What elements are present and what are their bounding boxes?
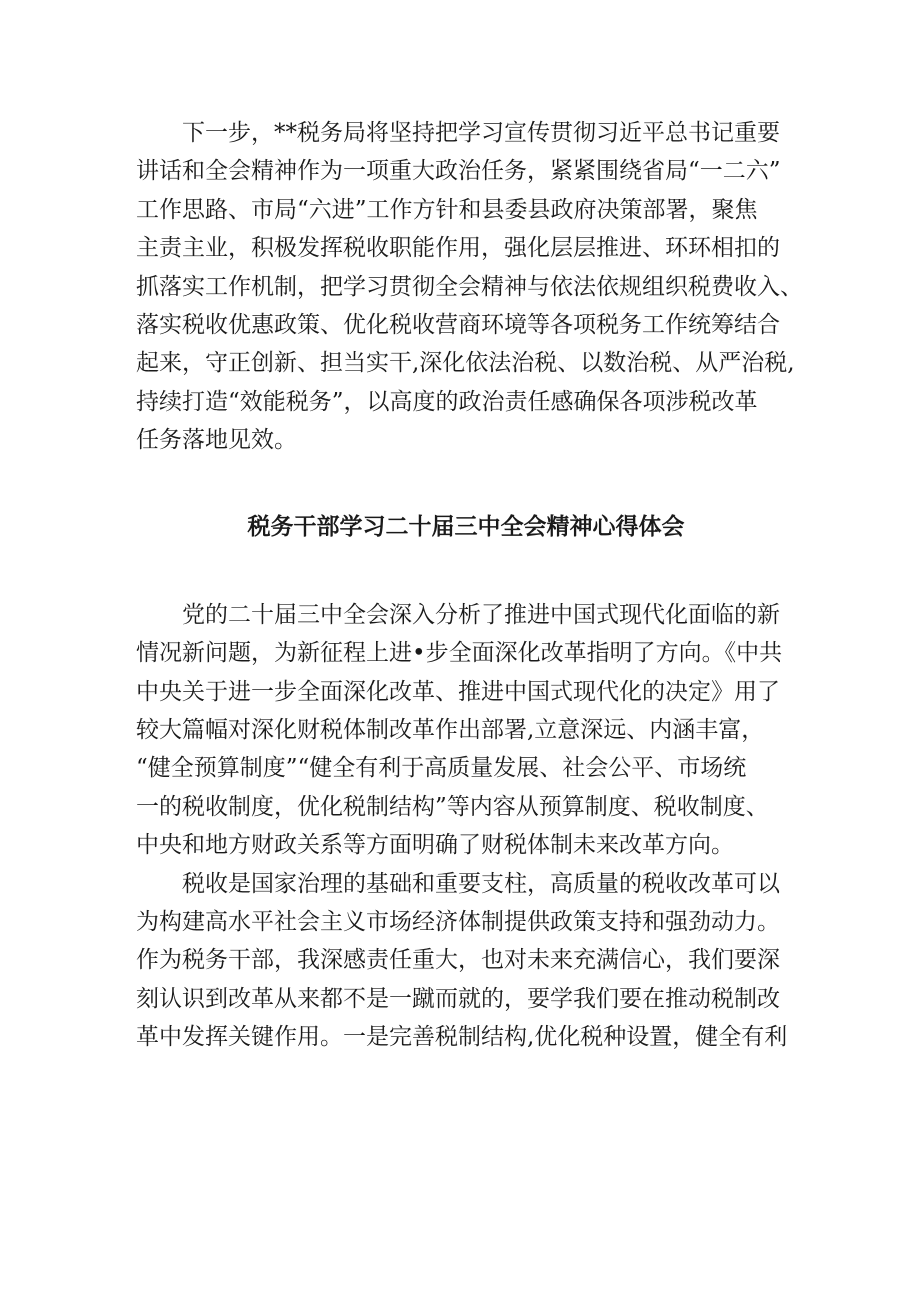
paragraph-line: 主责主业，积极发挥税收职能作用，强化层层推进、环环相扣的 [136,235,780,262]
paragraph-line: 税收是国家治理的基础和重要支柱，高质量的税收改革可以 [182,870,780,897]
paragraph-line: 作为税务干部，我深感责任重大，也对未来充满信心，我们要深 [136,947,780,974]
paragraph-tax-reform [136,865,796,1057]
paragraph-line: 刻认识到改革从来都不是一蹴而就的，要学我们要在推动税制改 [136,985,780,1012]
paragraph-line: 中央关于进一步全面深化改革、推进中国式现代化的决定》用了 [136,678,780,705]
paragraph-next-steps [136,114,803,460]
paragraph-line: 讲话和全会精神作为一项重大政治任务，紧紧围绕省局“一二六” [136,158,781,185]
paragraph-line: 一的税收制度，优化税制结构”等内容从预算制度、税收制度、 [136,793,769,820]
paragraph-line: 党的二十届三中全会深入分析了推进中国式现代化面临的新 [182,601,780,628]
paragraph-line: 革中发挥关键作用。一是完善税制结构,优化税种设置，健全有利 [136,1024,788,1051]
paragraph-line: “健全预算制度”“健全有利于高质量发展、社会公平、市场统 [136,755,747,782]
paragraph-line: 持续打造“效能税务”，以高度的政治责任感确保各项涉税改革 [136,388,758,415]
paragraph-line: 情况新问题，为新征程上进•步全面深化改革指明了方向。《中共 [136,640,783,667]
paragraph-line: 中央和地方财政关系等方面明确了财税体制未来改革方向。 [136,832,734,859]
paragraph-line: 较大篇幅对深化财税体制改革作出部署,立意深远、内涵丰富， [136,717,765,744]
spacer [136,546,796,596]
paragraph-line: 任务落地见效。 [136,427,297,454]
paragraph-line: 工作思路、市局“六进”工作方针和县委县政府决策部署，聚焦 [136,196,758,223]
document-body [136,114,803,1057]
paragraph-line: 起来，守正创新、担当实干,深化依法治税、以数治税、从严治税, [136,350,795,377]
paragraph-line: 抓落实工作机制，把学习贯彻全会精神与依法依规组织税费收入、 [136,273,803,300]
paragraph-line: 为构建高水平社会主义市场经济体制提供政策支持和强劲动力。 [136,909,780,936]
paragraph-plenum-analysis [136,596,796,865]
paragraph-line: 下一步，**税务局将坚持把学习宣传贯彻习近平总书记重要 [182,120,780,146]
spacer [136,460,796,508]
paragraph-line: 落实税收优惠政策、优化税收营商环境等各项税务工作统筹结合 [136,311,780,338]
section-title: 税务干部学习二十届三中全会精神心得体会 [247,513,685,540]
